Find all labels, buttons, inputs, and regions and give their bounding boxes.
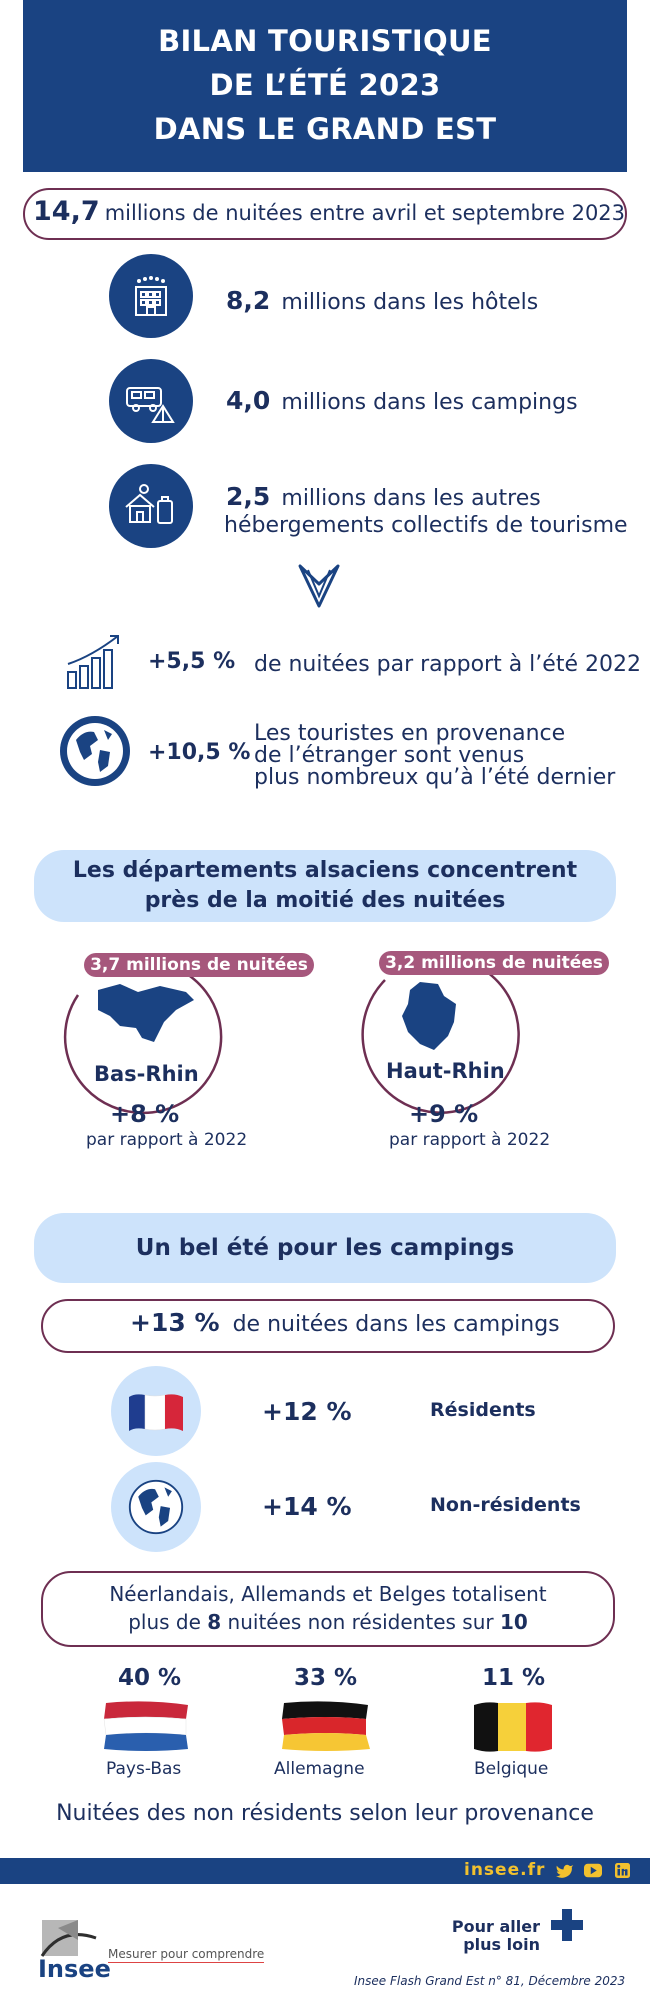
more-link[interactable] <box>432 1918 540 1954</box>
haut-rhin-change: +9 % <box>409 1100 479 1128</box>
trend-nights-text: de nuitées par rapport à l’été 2022 <box>254 652 641 677</box>
trend-foreign-value: +10,5 % <box>148 740 251 765</box>
other-line <box>226 482 541 511</box>
title-line-3: DANS LE GRAND EST <box>153 112 497 146</box>
campings-line <box>226 386 578 415</box>
non-residents-label: Non-résidents <box>430 1494 581 1516</box>
more-link-line-2: plus loin <box>463 1935 540 1954</box>
insee-logo-text: Insee <box>38 1955 111 1983</box>
globe-icon <box>111 1462 201 1552</box>
other-text: millions dans les autres <box>281 486 541 511</box>
haut-rhin-map-icon <box>394 978 464 1054</box>
source-note: Insee Flash Grand Est n° 81, Décembre 2023 <box>354 1974 626 1988</box>
campings-summary-value: +13 % <box>130 1308 220 1337</box>
residents-value: +12 % <box>262 1397 352 1426</box>
hotel-icon <box>109 254 193 338</box>
alsace-title <box>34 850 616 922</box>
hotels-text: millions dans les hôtels <box>281 290 539 315</box>
twitter-icon[interactable] <box>556 1863 574 1879</box>
haut-rhin-name: Haut-Rhin <box>386 1059 505 1083</box>
title-banner <box>23 0 627 172</box>
alsace-title-line-1: Les départements alsaciens concentrent <box>72 858 578 883</box>
other-value: 2,5 <box>226 482 271 511</box>
insee-logo-icon <box>38 1916 100 1960</box>
total-line <box>33 196 625 227</box>
netherlands-pct: 40 % <box>118 1665 182 1691</box>
bas-rhin-map-icon <box>90 980 200 1050</box>
haut-rhin-tag: 3,2 millions de nuitées <box>379 951 609 975</box>
haut-rhin-compare: par rapport à 2022 <box>389 1130 551 1150</box>
hotels-line <box>226 286 538 315</box>
bas-rhin-compare: par rapport à 2022 <box>86 1130 248 1150</box>
netherlands-flag-icon <box>100 1697 192 1755</box>
youtube-icon[interactable] <box>584 1863 602 1878</box>
bas-rhin-name: Bas-Rhin <box>94 1062 199 1086</box>
france-flag-icon <box>111 1366 201 1456</box>
chevron-down-icon <box>298 562 340 610</box>
trend-nights-value: +5,5 % <box>148 649 236 674</box>
growth-chart-icon <box>64 632 124 690</box>
campings-value: 4,0 <box>226 386 271 415</box>
netherlands-name: Pays-Bas <box>106 1759 182 1779</box>
share-note <box>41 1580 615 1636</box>
belgium-flag-icon <box>470 1697 556 1757</box>
plus-icon[interactable] <box>549 1907 585 1943</box>
bas-rhin-change: +8 % <box>110 1100 180 1128</box>
alsace-title-line-2: près de la moitié des nuitées <box>144 888 506 913</box>
total-text: millions de nuitées entre avril et septembre 2023 <box>104 201 626 225</box>
campings-summary <box>130 1308 560 1337</box>
more-link-line-1: Pour aller <box>451 1917 540 1936</box>
title-line-2: DE L’ÉTÉ 2023 <box>209 68 441 102</box>
footer-bar <box>0 1858 650 1884</box>
campings-title: Un bel été pour les campings <box>34 1213 616 1283</box>
share-note-line-1: Néerlandais, Allemands et Belges totalisent <box>109 1582 547 1606</box>
belgium-pct: 11 % <box>482 1665 546 1691</box>
share-note-line-2: plus de 8 nuitées non résidentes sur 10 <box>128 1610 528 1634</box>
campings-summary-text: de nuitées dans les campings <box>232 1312 560 1337</box>
house-luggage-icon <box>109 464 193 548</box>
trend-foreign-text <box>254 723 615 789</box>
other-text-2: hébergements collectifs de tourisme <box>224 513 628 538</box>
globe-icon <box>60 716 130 786</box>
site-link[interactable]: insee.fr <box>464 1860 546 1880</box>
trend-foreign-line-3: plus nombreux qu’à l’été dernier <box>254 765 616 790</box>
germany-name: Allemagne <box>274 1759 365 1779</box>
germany-flag-icon <box>278 1697 374 1755</box>
non-residents-value: +14 % <box>262 1492 352 1521</box>
hotels-value: 8,2 <box>226 286 271 315</box>
camping-icon <box>109 359 193 443</box>
residents-label: Résidents <box>430 1399 536 1421</box>
trend-foreign-line-2: de l’étranger sont venus <box>254 743 525 768</box>
title-line-1: BILAN TOURISTIQUE <box>158 24 492 58</box>
countries-caption: Nuitées des non résidents selon leur provenance <box>56 1801 594 1826</box>
linkedin-icon[interactable] <box>615 1863 630 1878</box>
bas-rhin-tag: 3,7 millions de nuitées <box>84 953 314 977</box>
total-value: 14,7 <box>33 196 100 227</box>
campings-text: millions dans les campings <box>281 390 578 415</box>
insee-tagline: Mesurer pour comprendre <box>108 1947 265 1961</box>
trend-foreign-line-1: Les touristes en provenance <box>254 721 566 746</box>
germany-pct: 33 % <box>294 1665 358 1691</box>
belgium-name: Belgique <box>474 1759 549 1779</box>
